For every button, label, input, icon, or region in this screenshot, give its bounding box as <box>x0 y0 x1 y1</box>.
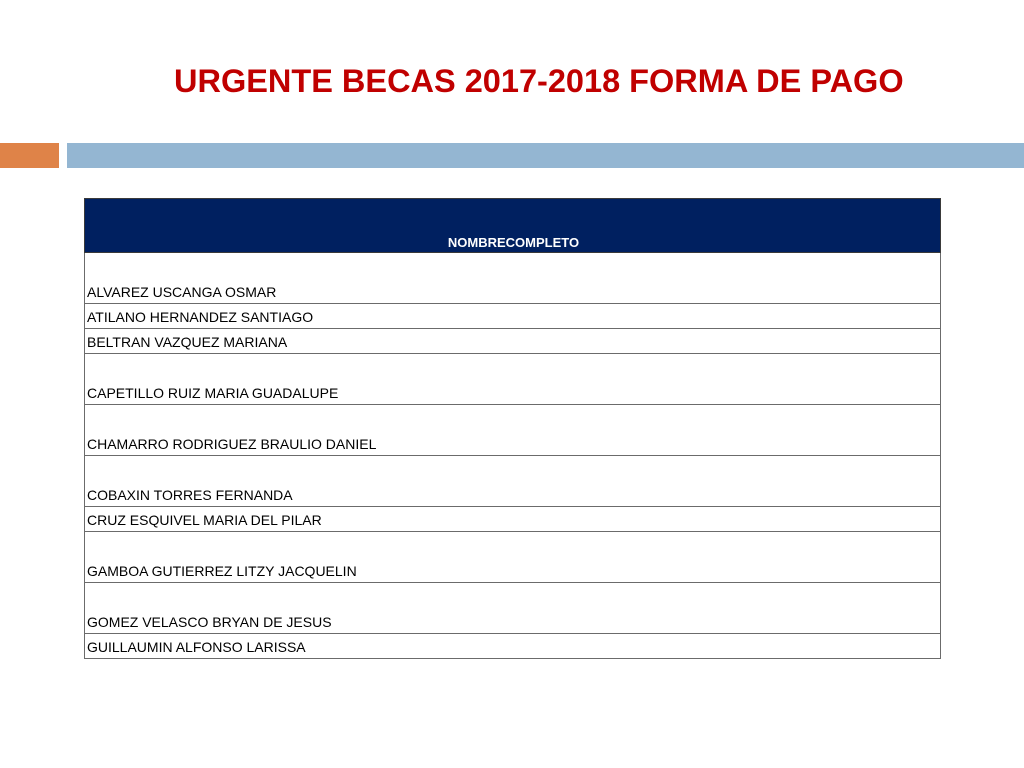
slide-title: URGENTE BECAS 2017-2018 FORMA DE PAGO <box>174 63 904 99</box>
name-cell: CAPETILLO RUIZ MARIA GUADALUPE <box>85 354 941 405</box>
table-body <box>85 253 941 659</box>
table-row <box>85 456 941 507</box>
table-row <box>85 304 941 329</box>
table-row <box>85 405 941 456</box>
name-cell: GAMBOA GUTIERREZ LITZY JACQUELIN <box>85 532 941 583</box>
accent-bar-blue <box>67 143 1024 168</box>
table-row <box>85 354 941 405</box>
name-cell: ATILANO HERNANDEZ SANTIAGO <box>85 304 941 329</box>
table-row <box>85 532 941 583</box>
table-row <box>85 634 941 659</box>
table-header-row <box>85 199 941 253</box>
name-cell: CHAMARRO RODRIGUEZ BRAULIO DANIEL <box>85 405 941 456</box>
name-cell: CRUZ ESQUIVEL MARIA DEL PILAR <box>85 507 941 532</box>
column-header-nombrecompleto: NOMBRECOMPLETO <box>85 199 941 253</box>
table-row <box>85 329 941 354</box>
table-row <box>85 583 941 634</box>
name-cell: BELTRAN VAZQUEZ MARIANA <box>85 329 941 354</box>
name-cell: GUILLAUMIN ALFONSO LARISSA <box>85 634 941 659</box>
table-row <box>85 507 941 532</box>
table-row <box>85 253 941 304</box>
name-cell: COBAXIN TORRES FERNANDA <box>85 456 941 507</box>
accent-bar-orange <box>0 143 59 168</box>
name-cell: GOMEZ VELASCO BRYAN DE JESUS <box>85 583 941 634</box>
name-cell: ALVAREZ USCANGA OSMAR <box>85 253 941 304</box>
names-table <box>84 198 941 659</box>
